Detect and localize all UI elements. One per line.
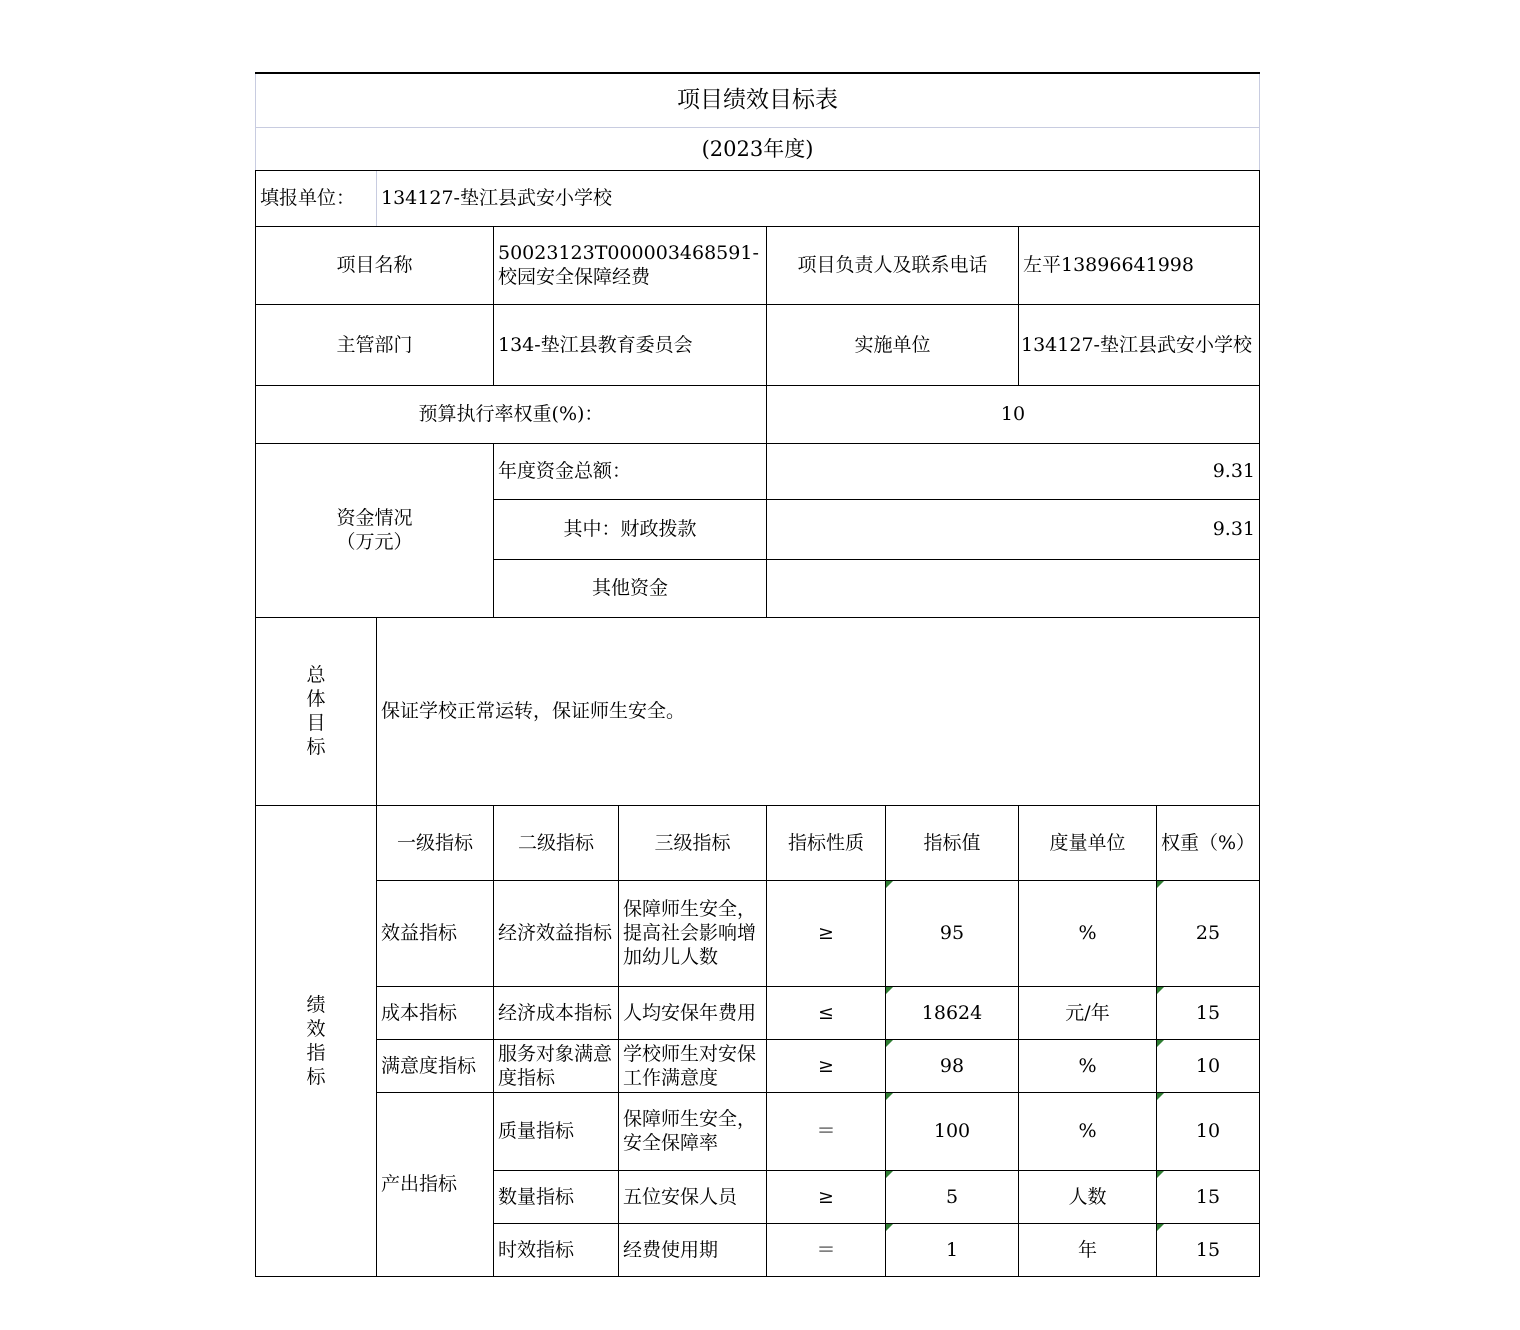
row-level3: 保障师生安全，提高社会影响增加幼儿人数 bbox=[619, 880, 767, 986]
row-level2: 经济成本指标 bbox=[494, 986, 619, 1039]
row-level3: 五位安保人员 bbox=[619, 1170, 767, 1223]
header-value: 指标值 bbox=[886, 805, 1019, 880]
row-value: 98 bbox=[886, 1039, 1019, 1092]
impl-unit-label: 实施单位 bbox=[767, 304, 1019, 385]
funds-fiscal-value: 9.31 bbox=[767, 499, 1260, 559]
row-nature: ＝ bbox=[767, 1223, 886, 1276]
header-level3: 三级指标 bbox=[619, 805, 767, 880]
performance-label bbox=[256, 805, 377, 1276]
vertical-label-char: 目 bbox=[306, 712, 326, 734]
row-weight: 15 bbox=[1157, 1223, 1260, 1276]
dept-label: 主管部门 bbox=[256, 304, 494, 385]
row-level2: 服务对象满意度指标 bbox=[494, 1039, 619, 1092]
performance-table bbox=[255, 72, 1260, 1277]
table-row bbox=[256, 880, 1260, 986]
row-unit: 年 bbox=[1019, 1223, 1157, 1276]
row-weight: 15 bbox=[1157, 986, 1260, 1039]
table-row bbox=[256, 986, 1260, 1039]
header-unit: 度量单位 bbox=[1019, 805, 1157, 880]
vertical-label-char: 标 bbox=[306, 736, 326, 758]
row-unit: % bbox=[1019, 1039, 1157, 1092]
funds-label-line1: 资金情况 bbox=[336, 507, 413, 529]
table-row bbox=[256, 1092, 1260, 1170]
row-unit: % bbox=[1019, 880, 1157, 986]
header-level2: 二级指标 bbox=[494, 805, 619, 880]
funds-total-label: 年度资金总额： bbox=[494, 443, 767, 499]
budget-weight-value: 10 bbox=[767, 385, 1260, 443]
header-nature: 指标性质 bbox=[767, 805, 886, 880]
funds-label bbox=[256, 443, 494, 617]
row-level1: 产出指标 bbox=[377, 1092, 494, 1276]
performance-target-sheet bbox=[255, 72, 1259, 1277]
row-nature: ≥ bbox=[767, 880, 886, 986]
header-weight: 权重（%） bbox=[1157, 805, 1260, 880]
row-level2: 质量指标 bbox=[494, 1092, 619, 1170]
overall-goal-label bbox=[256, 617, 377, 805]
row-weight: 15 bbox=[1157, 1170, 1260, 1223]
project-name-value: 50023123T000003468591-校园安全保障经费 bbox=[494, 226, 767, 304]
fill-unit-value: 134127-垫江县武安小学校 bbox=[377, 170, 1260, 226]
row-nature: ≥ bbox=[767, 1170, 886, 1223]
row-level1: 效益指标 bbox=[377, 880, 494, 986]
vertical-label-char: 绩 bbox=[306, 993, 326, 1016]
project-leader-value: 左平13896641998 bbox=[1019, 226, 1260, 304]
funds-label-line2: （万元） bbox=[336, 531, 413, 553]
sheet-year: (2023年度) bbox=[256, 127, 1260, 170]
row-weight: 25 bbox=[1157, 880, 1260, 986]
vertical-label-char: 总 bbox=[306, 664, 326, 686]
row-unit: 人数 bbox=[1019, 1170, 1157, 1223]
project-name-label: 项目名称 bbox=[256, 226, 494, 304]
project-leader-label: 项目负责人及联系电话 bbox=[767, 226, 1019, 304]
row-weight: 10 bbox=[1157, 1039, 1260, 1092]
funds-other-label: 其他资金 bbox=[494, 559, 767, 617]
row-level1: 成本指标 bbox=[377, 986, 494, 1039]
vertical-label-char: 效 bbox=[306, 1017, 326, 1040]
row-level2: 经济效益指标 bbox=[494, 880, 619, 986]
row-value: 95 bbox=[886, 880, 1019, 986]
indicator-header-row bbox=[256, 805, 1260, 880]
row-level3: 保障师生安全，安全保障率 bbox=[619, 1092, 767, 1170]
vertical-label-char: 指 bbox=[306, 1041, 326, 1064]
fill-unit-label: 填报单位： bbox=[256, 170, 377, 226]
row-unit: 元/年 bbox=[1019, 986, 1157, 1039]
row-nature: ≤ bbox=[767, 986, 886, 1039]
row-value: 5 bbox=[886, 1170, 1019, 1223]
row-nature: ＝ bbox=[767, 1092, 886, 1170]
row-level1: 满意度指标 bbox=[377, 1039, 494, 1092]
row-unit: % bbox=[1019, 1092, 1157, 1170]
dept-value: 134-垫江县教育委员会 bbox=[494, 304, 767, 385]
row-level3: 经费使用期 bbox=[619, 1223, 767, 1276]
table-row bbox=[256, 1039, 1260, 1092]
overall-goal-value: 保证学校正常运转，保证师生安全。 bbox=[377, 617, 1260, 805]
funds-fiscal-label: 其中：财政拨款 bbox=[494, 499, 767, 559]
performance-label-text bbox=[260, 993, 372, 1089]
overall-goal-label-text bbox=[260, 663, 372, 759]
vertical-label-char: 标 bbox=[306, 1065, 326, 1088]
row-level2: 时效指标 bbox=[494, 1223, 619, 1276]
row-value: 18624 bbox=[886, 986, 1019, 1039]
impl-unit-value: 134127-垫江县武安小学校 bbox=[1019, 304, 1260, 385]
row-level3: 人均安保年费用 bbox=[619, 986, 767, 1039]
sheet-title: 项目绩效目标表 bbox=[256, 73, 1260, 127]
row-nature: ≥ bbox=[767, 1039, 886, 1092]
row-value: 100 bbox=[886, 1092, 1019, 1170]
row-weight: 10 bbox=[1157, 1092, 1260, 1170]
funds-other-value bbox=[767, 559, 1260, 617]
row-level3: 学校师生对安保工作满意度 bbox=[619, 1039, 767, 1092]
funds-total-value: 9.31 bbox=[767, 443, 1260, 499]
row-level2: 数量指标 bbox=[494, 1170, 619, 1223]
row-value: 1 bbox=[886, 1223, 1019, 1276]
budget-weight-label: 预算执行率权重(%)： bbox=[256, 385, 767, 443]
vertical-label-char: 体 bbox=[306, 688, 326, 710]
header-level1: 一级指标 bbox=[377, 805, 494, 880]
